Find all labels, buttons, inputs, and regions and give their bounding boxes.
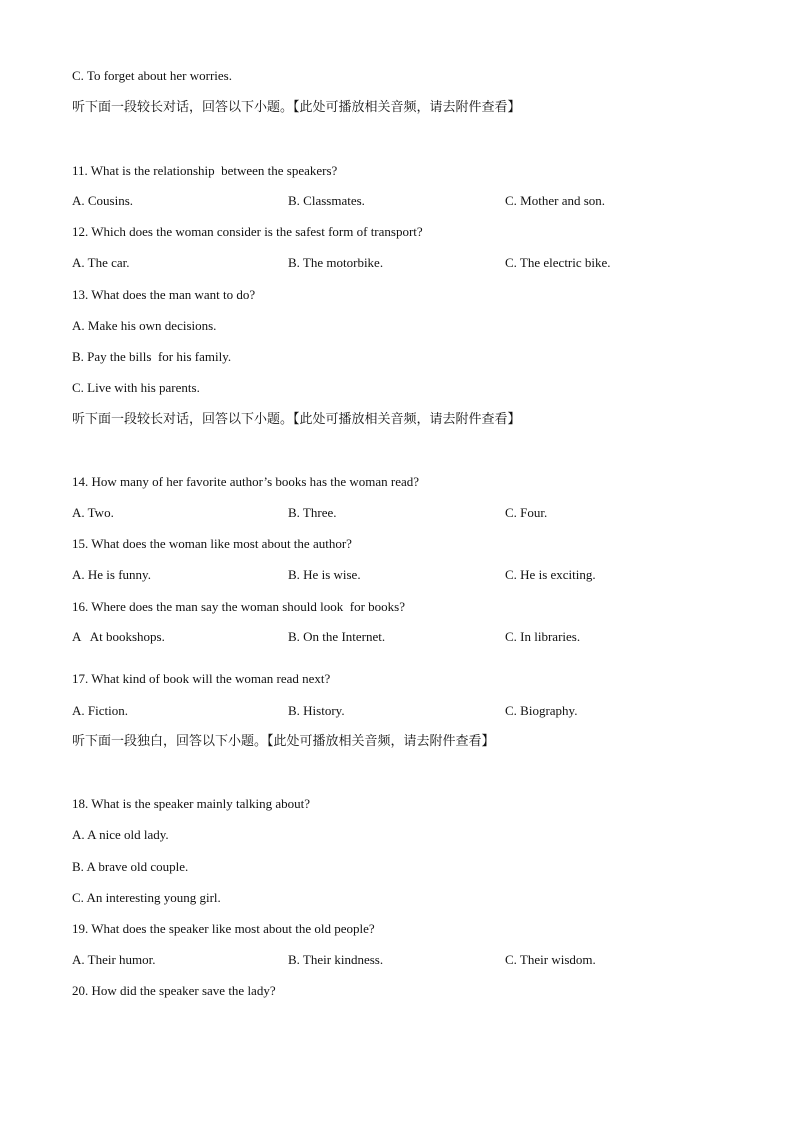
- option-a: A. Make his own decisions.: [72, 318, 217, 333]
- option-b: B. The motorbike.: [288, 255, 384, 270]
- section-instruction: 听下面一段较长对话，回答以下小题。【此处可播放相关音频，请去附件查看】: [72, 412, 521, 427]
- option-a: A. Fiction.: [72, 703, 128, 718]
- option-c: C. Mother and son.: [505, 193, 606, 208]
- question-text: 15. What does the woman like most about the author?: [72, 536, 352, 551]
- option-a: A At bookshops.: [72, 629, 165, 644]
- option-a: A. The car.: [72, 255, 130, 270]
- question-text: 16. Where does the man say the woman should look for books?: [72, 599, 405, 614]
- option-a: A. Their humor.: [72, 952, 156, 967]
- option-b: B. A brave old couple.: [72, 859, 189, 874]
- option-c: C. He is exciting.: [505, 567, 596, 582]
- option-b: B. Classmates.: [288, 193, 365, 208]
- option-b: B. Three.: [288, 505, 337, 520]
- question-text: 18. What is the speaker mainly talking about?: [72, 796, 311, 811]
- option-c: C. In libraries.: [505, 629, 581, 644]
- question-text: 12. Which does the woman consider is the safest form of transport?: [72, 224, 423, 239]
- question-text: 13. What does the man want to do?: [72, 287, 256, 302]
- option-a: A. A nice old lady.: [72, 827, 169, 842]
- option-c: C. Biography.: [505, 703, 578, 718]
- section-instruction: 听下面一段较长对话，回答以下小题。【此处可播放相关音频，请去附件查看】: [72, 100, 521, 115]
- option-b: B. History.: [288, 703, 345, 718]
- option-c: C. Live with his parents.: [72, 380, 200, 395]
- option-c: C. The electric bike.: [505, 255, 611, 270]
- question-text: 11. What is the relationship between the speakers?: [72, 163, 338, 178]
- option-c: C. Four.: [505, 505, 548, 520]
- option-c: C. An interesting young girl.: [72, 890, 221, 905]
- question-text: 19. What does the speaker like most about the old people?: [72, 921, 375, 936]
- option-text: C. To forget about her worries.: [72, 68, 232, 83]
- question-text: 17. What kind of book will the woman read next?: [72, 671, 331, 686]
- option-b: B. On the Internet.: [288, 629, 386, 644]
- question-text: 14. How many of her favorite author’s books has the woman read?: [72, 474, 420, 489]
- option-b: B. Their kindness.: [288, 952, 384, 967]
- option-b: B. He is wise.: [288, 567, 361, 582]
- question-text: 20. How did the speaker save the lady?: [72, 983, 276, 998]
- option-a: A. Cousins.: [72, 193, 134, 208]
- section-instruction: 听下面一段独白，回答以下小题。【此处可播放相关音频，请去附件查看】: [72, 734, 495, 749]
- option-a: A. Two.: [72, 505, 114, 520]
- option-c: C. Their wisdom.: [505, 952, 596, 967]
- option-a: A. He is funny.: [72, 567, 151, 582]
- option-b: B. Pay the bills for his family.: [72, 349, 232, 364]
